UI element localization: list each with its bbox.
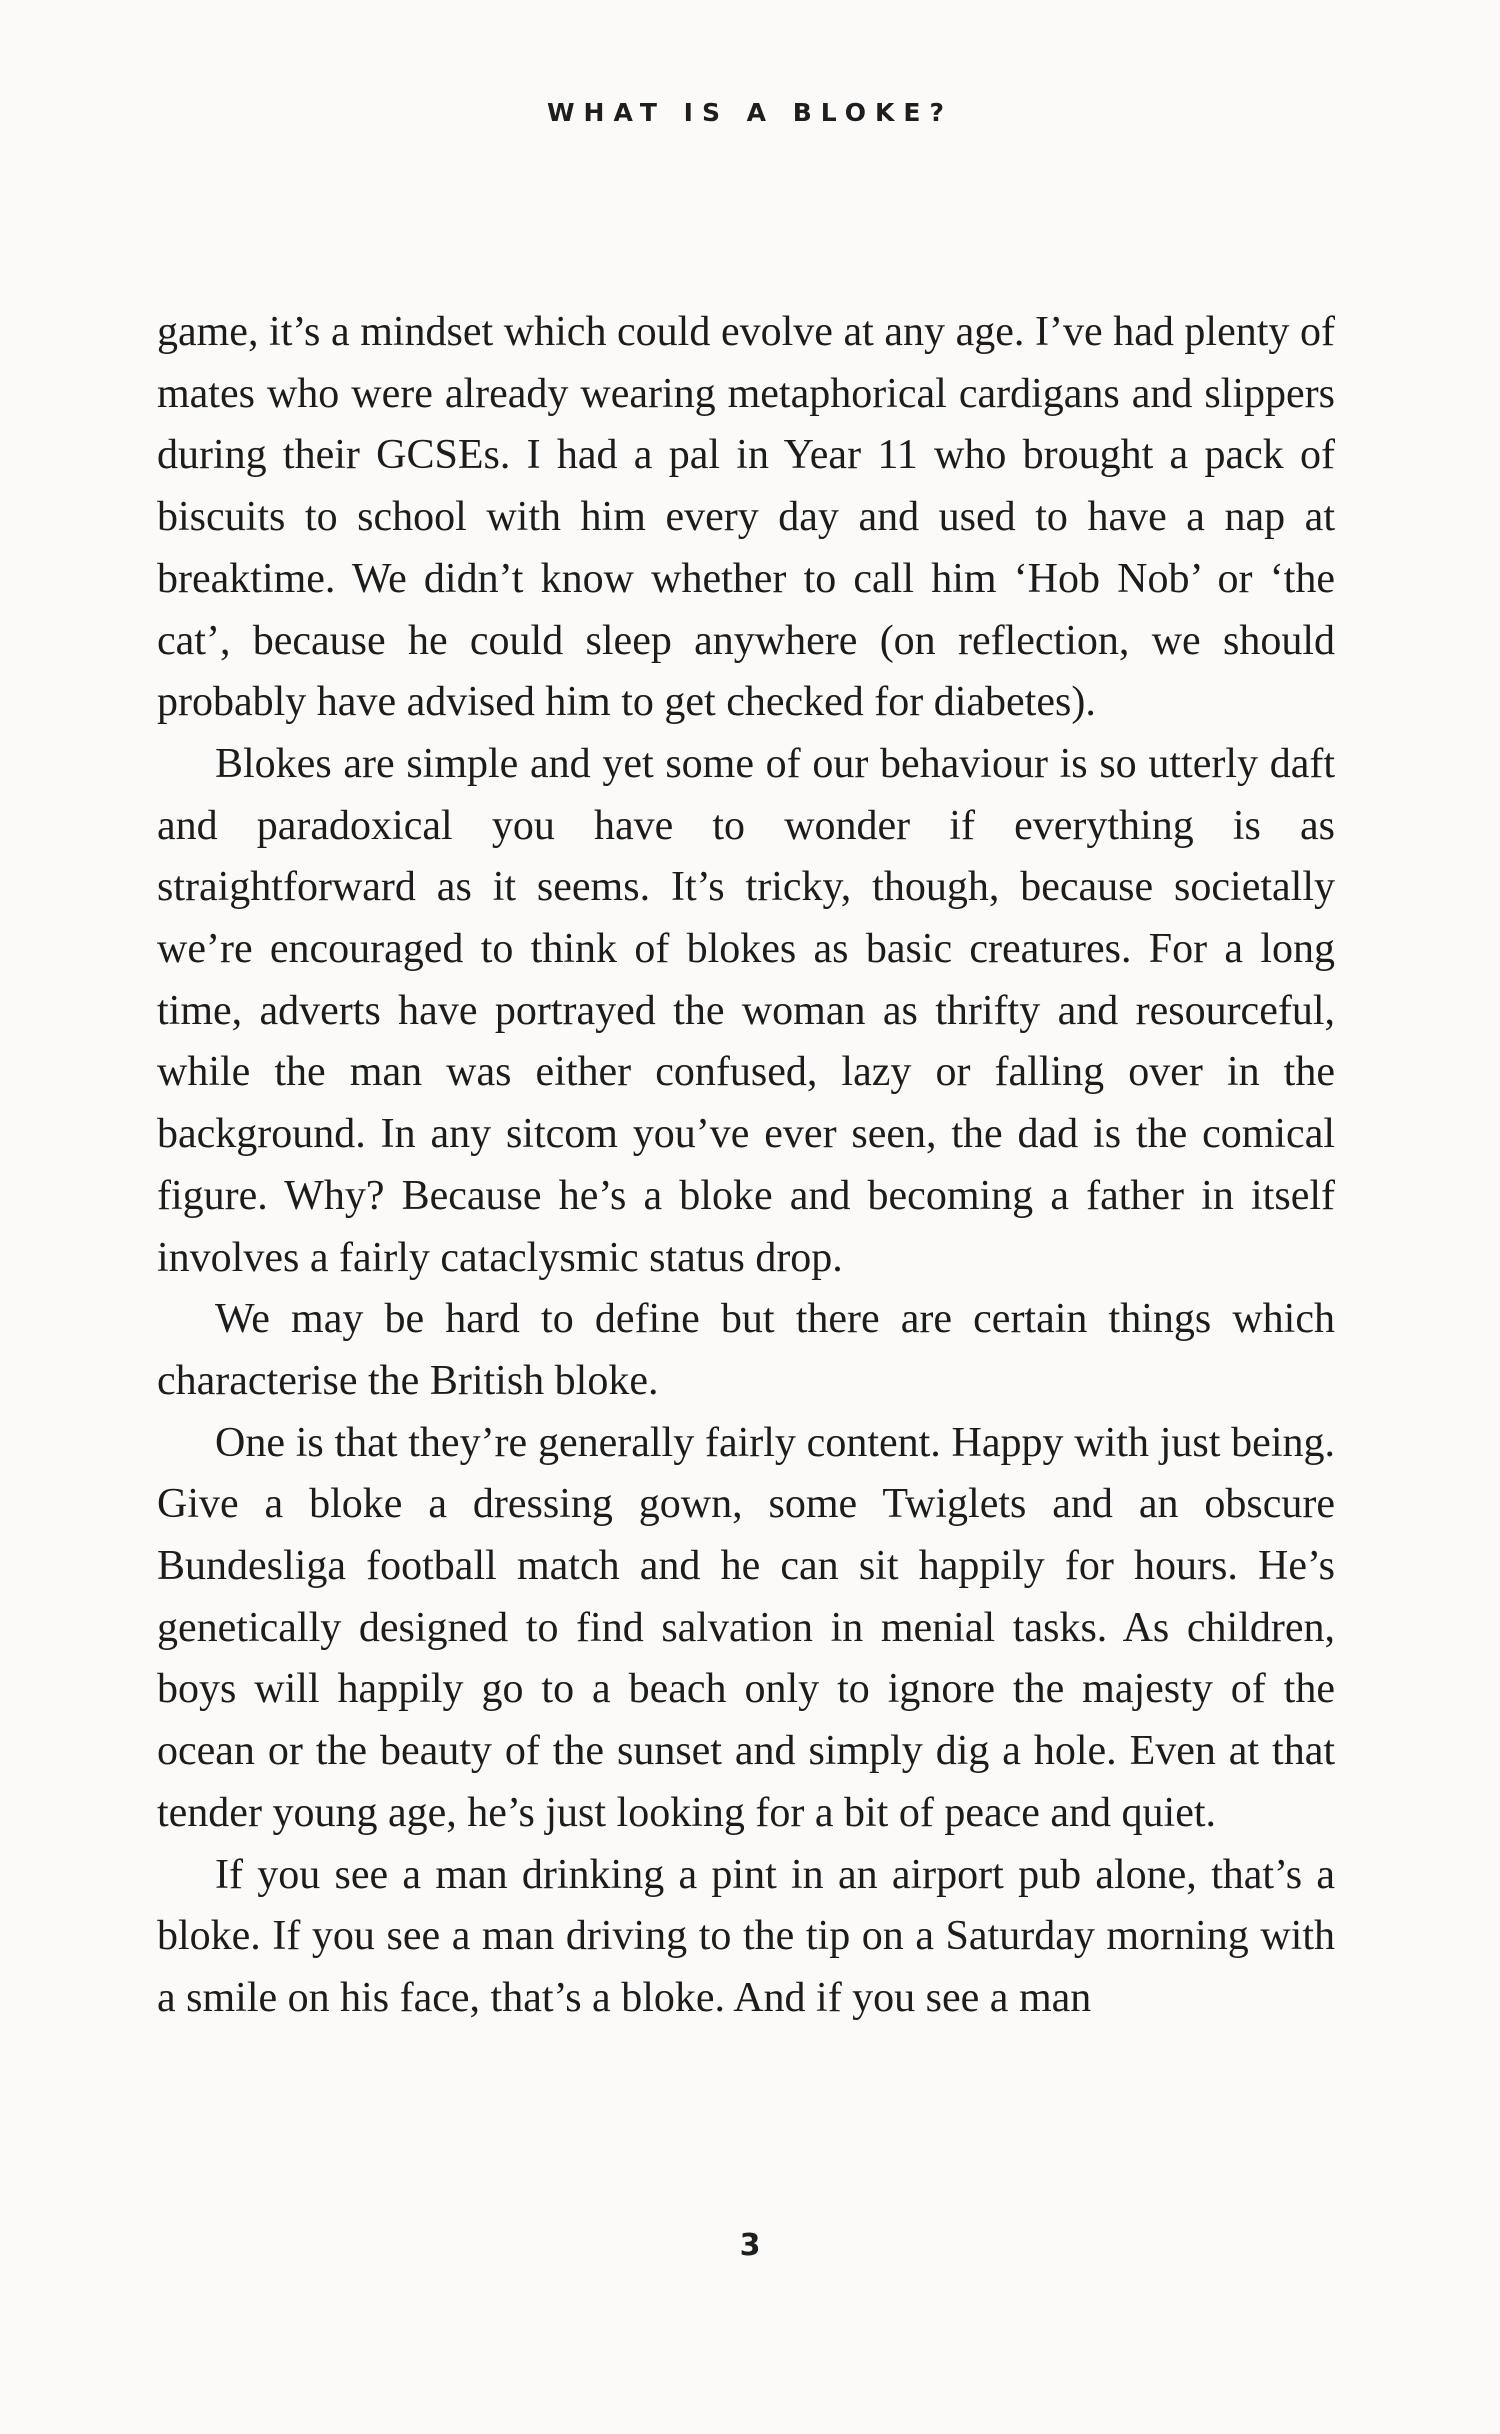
paragraph: Blokes are simple and yet some of our behaviour is so utterly daft and paradoxical you have to wonder if everything is as straightforward as it seems. It’s tricky, though, because societally we’re encouraged to think of blokes as basic creatures. For a long time, adverts have portrayed the woman as thrifty and resourceful, while the man was either confused, lazy or falling over in the background. In any sitcom you’ve ever seen, the dad is the comical figure. Why? Because he’s a bloke and becoming a father in itself involves a fairly cataclysmic status drop.: [157, 740, 1335, 1281]
body-text: [157, 302, 1335, 2030]
paragraph: If you see a man drinking a pint in an airport pub alone, that’s a bloke. If you see a man driving to the tip on a Saturday morning with a smile on his face, that’s a bloke. And if you see a man: [157, 1851, 1335, 2021]
paragraph: We may be hard to define but there are certain things which characterise the British bloke.: [157, 1296, 1335, 1404]
paragraph: game, it’s a mindset which could evolve at any age. I’ve had plenty of mates who were already wearing metaphorical cardigans and slippers during their GCSEs. I had a pal in Year 11 who brought a pack of biscuits to school with him every day and used to have a nap at breaktime. We didn’t know whether to call him ‘Hob Nob’ or ‘the cat’, because he could sleep anywhere (on reflection, we should probably have advised him to get checked for diabetes).: [157, 309, 1335, 726]
paragraph: One is that they’re generally fairly content. Happy with just being. Give a bloke a dressing gown, some Twiglets and an obscure Bundesliga football match and he can sit happily for hours. He’s genetically designed to find salvation in menial tasks. As children, boys will happily go to a beach only to ignore the majesty of the ocean or the beauty of the sunset and simply dig a hole. Even at that tender young age, he’s just looking for a bit of peace and quiet.: [157, 1419, 1335, 1836]
page-number: 3: [739, 2228, 761, 2263]
running-head: WHAT IS A BLOKE?: [546, 98, 954, 127]
